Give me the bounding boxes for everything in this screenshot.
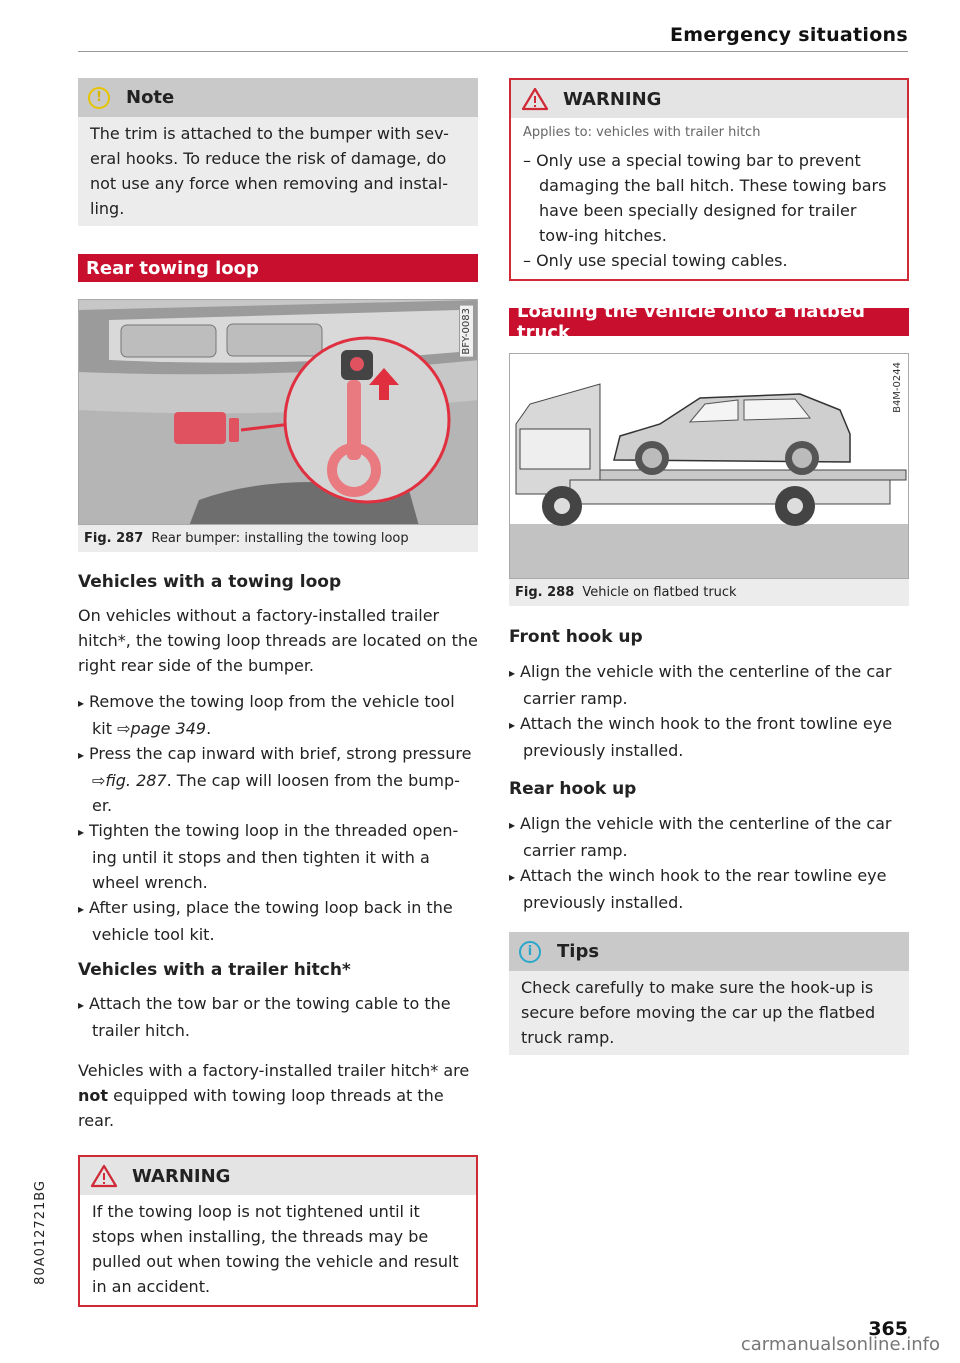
figure-288 — [509, 353, 909, 579]
note-header — [78, 78, 478, 117]
note-box — [78, 78, 478, 226]
warning-box-towing-loop — [78, 1155, 478, 1307]
note-body — [78, 117, 478, 226]
list-item: ▸ Align the vehicle with the centerline of the car carrier ramp. — [509, 811, 909, 863]
tips-text: Check carefully to make sure the hook-up is secure before moving the car up the flatbed truck ramp. — [521, 978, 876, 1047]
flatbed-truck-illustration — [510, 354, 909, 579]
section-title-flatbed: Loading the vehicle onto a flatbed truck — [509, 308, 909, 336]
tips-heading: Tips — [557, 941, 600, 962]
trailer-steps — [78, 991, 478, 1043]
figure-number: Fig. 288 — [515, 585, 575, 600]
document-code: 80A012721BG — [33, 1180, 48, 1285]
list-item: – Only use special towing cables. — [523, 251, 788, 270]
watermark: carmanualsonline.info — [740, 1334, 940, 1355]
towing-loop-steps — [78, 689, 478, 947]
warning-body — [511, 118, 907, 279]
paragraph-towing-loop: On vehicles without a factory-installed trailer hitch*, the towing loop threads are located on the right rear side of the bumper. — [78, 606, 478, 675]
figure-number: Fig. 287 — [84, 531, 144, 546]
list-item: ▸ Align the vehicle with the centerline of the car carrier ramp. — [509, 659, 909, 711]
list-item: – Only use a special towing bar to prevent damaging the ball hitch. These towing bars have been specially designed for trailer tow-ing hitches. — [523, 151, 887, 245]
heading-front-hook-up: Front hook up — [509, 627, 643, 647]
warning-text: If the towing loop is not tightened until it stops when installing, the threads may be pulled out when towing the vehicle and result in an accident. — [92, 1202, 459, 1296]
running-header: Emergency situations — [669, 24, 908, 46]
figure-287 — [78, 299, 478, 525]
list-item: ▸ Attach the winch hook to the rear towline eye previously installed. — [509, 863, 909, 915]
tips-header — [509, 932, 909, 971]
list-item: ▸ Press the cap inward with brief, strong pressure ⇨fig. 287. The cap will loosen from the bump-er. — [78, 741, 478, 818]
rear-hook-steps — [509, 811, 909, 915]
warning-triangle-icon — [521, 87, 549, 111]
header-divider — [78, 51, 908, 52]
list-item: ▸ After using, place the towing loop back in the vehicle tool kit. — [78, 895, 478, 947]
info-circle-icon: ! — [88, 87, 110, 109]
warning-body — [80, 1195, 476, 1305]
heading-rear-hook-up: Rear hook up — [509, 779, 637, 799]
warning-heading: WARNING — [563, 88, 662, 110]
heading-towing-loop: Vehicles with a towing loop — [78, 572, 342, 592]
warning-heading: WARNING — [132, 1165, 231, 1187]
heading-trailer-hitch: Vehicles with a trailer hitch* — [78, 960, 351, 980]
figure-code: B4M-0244 — [892, 362, 903, 413]
paragraph-factory-hitch: Vehicles with a factory-installed trailer hitch* are not equipped with towing loop threads at the rear. — [78, 1061, 470, 1130]
list-item: ▸ Attach the winch hook to the front towline eye previously installed. — [509, 711, 909, 763]
page-number: 365 — [868, 1318, 908, 1340]
warning-list — [523, 148, 895, 273]
tips-box — [509, 932, 909, 1055]
figure-caption-text: Rear bumper: installing the towing loop — [151, 531, 409, 546]
list-item: ▸ Remove the towing loop from the vehicle tool kit ⇨page 349. — [78, 689, 478, 741]
page-ref-link[interactable]: ⇨page 349 — [117, 719, 207, 738]
rear-bumper-illustration — [79, 300, 478, 525]
section-title-rear-towing-loop: Rear towing loop — [78, 254, 478, 282]
list-item: ▸ Tighten the towing loop in the threaded open-ing until it stops and then tighten it with a wheel wrench. — [78, 818, 478, 895]
note-heading: Note — [126, 87, 175, 108]
warning-box-trailer-hitch — [509, 78, 909, 281]
figure-caption — [78, 525, 478, 552]
figure-code: BFY-0083 — [461, 308, 472, 355]
warning-header — [80, 1157, 476, 1195]
warning-header — [511, 80, 907, 118]
left-column — [78, 78, 478, 1307]
figure-caption-text: Vehicle on flatbed truck — [582, 585, 737, 600]
warning-triangle-icon — [90, 1164, 118, 1188]
info-circle-icon: i — [519, 941, 541, 963]
figure-caption — [509, 579, 909, 606]
figure-ref-link[interactable]: ⇨fig. 287 — [92, 771, 167, 790]
applies-to-text: Applies to: vehicles with trailer hitch — [523, 125, 761, 140]
right-column — [509, 78, 909, 1083]
front-hook-steps — [509, 659, 909, 763]
tips-body — [509, 971, 909, 1055]
note-text: The trim is attached to the bumper with sev-eral hooks. To reduce the risk of damage, do not use any force when removing and instal-ling. — [90, 124, 449, 218]
list-item: ▸ Attach the tow bar or the towing cable to the trailer hitch. — [78, 991, 478, 1043]
